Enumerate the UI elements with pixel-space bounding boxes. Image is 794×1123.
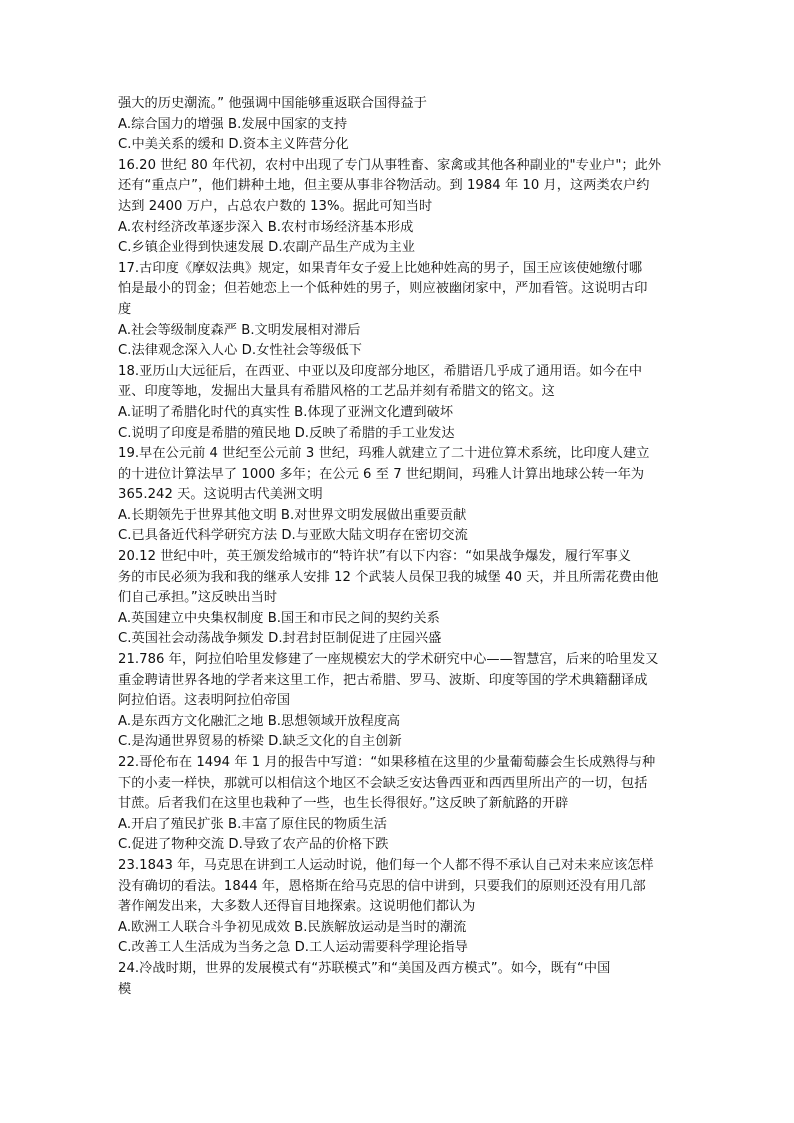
option-line: A.农村经济改革逐步深入 B.农村市场经济基本形成 xyxy=(118,219,414,235)
option-line: A.开启了殖民扩张 B.丰富了原住民的物质生活 xyxy=(118,816,387,832)
option-line: C.是沟通世界贸易的桥梁 D.缺乏文化的自主创新 xyxy=(118,734,402,750)
option-line: C.说明了印度是希腊的殖民地 D.反映了希腊的手工业发达 xyxy=(118,425,455,441)
text-line: 365.242 天。这说明古代美洲文明 xyxy=(118,487,323,503)
question-17: 17.古印度《摩奴法典》规定，如果青年女子爱上比她种姓高的男子，国王应该使她缴付哪 xyxy=(118,260,643,276)
question-24: 24.冷战时期，世界的发展模式有“苏联模式”和“美国及西方模式”。如今，既有“中国 xyxy=(118,960,611,976)
option-line: C.中美关系的缓和 D.资本主义阵营分化 xyxy=(118,137,349,153)
text-line: 度 xyxy=(118,301,132,317)
text-line: 的十进位计算法早了 1000 多年；在公元 6 至 7 世纪期间，玛雅人计算出地球公转一年为 xyxy=(118,466,645,482)
option-line: C.已具备近代科学研究方法 D.与亚欧大陆文明存在密切交流 xyxy=(118,528,468,544)
option-line: C.改善工人生活成为当务之急 D.工人运动需要科学理论指导 xyxy=(118,940,468,956)
question-22: 22.哥伦布在 1494 年 1 月的报告中写道：“如果移植在这里的少量葡萄藤会生长成熟得与种 xyxy=(118,755,656,770)
question-16: 16.20 世纪 80 年代初，农村中出现了专门从事牲畜、家禽或其他各种副业的"专业户"；此外 xyxy=(118,157,662,173)
text-line: 著作阐发出来，大多数人还得盲目地探索。这说明他们都认为 xyxy=(118,899,476,915)
text-line: 们自己承担。”这反映出当时 xyxy=(118,590,278,606)
text-line: 还有“重点户”，他们耕种土地，但主要从事非谷物活动。到 1984 年 10 月，这两类农户约 xyxy=(118,178,650,194)
option-line: C.促进了物种交流 D.导致了农产品的价格下跌 xyxy=(118,837,389,853)
text-line: 阿拉伯语。这表明阿拉伯帝国 xyxy=(118,693,291,709)
option-line: A.是东西方文化融汇之地 B.思想领域开放程度高 xyxy=(118,713,401,729)
option-line: A.社会等级制度森严 B.文明发展相对滞后 xyxy=(118,322,361,338)
question-23: 23.1843 年，马克思在讲到工人运动时说，他们每一个人都不得不承认自己对未来应该怎样 xyxy=(118,857,654,873)
question-19: 19.早在公元前 4 世纪至公元前 3 世纪，玛雅人就建立了二十进位算术系统，比印度人建立 xyxy=(118,446,650,462)
option-line: A.综合国力的增强 B.发展中国家的支持 xyxy=(118,116,348,132)
text-line: 务的市民必须为我和我的继承人安排 12 个武装人员保卫我的城堡 40 天，并且所需花费由他 xyxy=(118,569,659,585)
text-line: 亚、印度等地，发掘出大量具有希腊风格的工艺品并刻有希腊文的铭文。这 xyxy=(118,384,555,400)
option-line: C.乡镇企业得到快速发展 D.农副产品生产成为主业 xyxy=(118,240,415,256)
text-line: 达到 2400 万户，占总农户数的 13%。据此可知当时 xyxy=(118,198,433,214)
text-line: 强大的历史潮流。” 他强调中国能够重返联合国得益于 xyxy=(118,96,427,111)
option-line: C.法律观念深入人心 D.女性社会等级低下 xyxy=(118,343,362,359)
text-line: 下的小麦一样快，那就可以相信这个地区不会缺乏安达鲁西亚和西西里所出产的一切，包括 xyxy=(118,775,648,791)
option-line: A.证明了希腊化时代的真实性 B.体现了亚洲文化遭到破坏 xyxy=(118,404,454,420)
text-line: 模 xyxy=(118,981,132,997)
option-line: A.英国建立中央集权制度 B.国王和市民之间的契约关系 xyxy=(118,610,440,626)
text-line: 没有确切的看法。1844 年，恩格斯在给马克思的信中讲到，只要我们的原则还没有用几部 xyxy=(118,878,646,894)
text-line: 怕是最小的罚金；但若她恋上一个低种姓的男子，则应被幽闭家中，严加看管。这说明古印 xyxy=(118,281,648,297)
option-line: A.欧洲工人联合斗争初见成效 B.民族解放运动是当时的潮流 xyxy=(118,919,467,935)
question-21: 21.786 年，阿拉伯哈里发修建了一座规模宏大的学术研究中心——智慧宫，后来的哈里发又 xyxy=(118,652,659,668)
option-line: A.长期领先于世界其他文明 B.对世界文明发展做出重要贡献 xyxy=(118,507,467,523)
text-line: 重金聘请世界各地的学者来这里工作，把古希腊、罗马、波斯、印度等国的学术典籍翻译成 xyxy=(118,672,648,688)
question-20: 20.12 世纪中叶，英王颁发给城市的“特许状”有以下内容：“如果战争爆发，履行军事义 xyxy=(118,549,631,565)
question-18: 18.亚历山大远征后，在西亚、中亚以及印度部分地区，希腊语几乎成了通用语。如今在中 xyxy=(118,363,643,379)
option-line: C.英国社会动荡战争频发 D.封君封臣制促进了庄园兴盛 xyxy=(118,631,442,647)
text-line: 甘蔗。后者我们在这里也栽种了一些，也生长得很好。”这反映了新航路的开辟 xyxy=(118,796,569,812)
